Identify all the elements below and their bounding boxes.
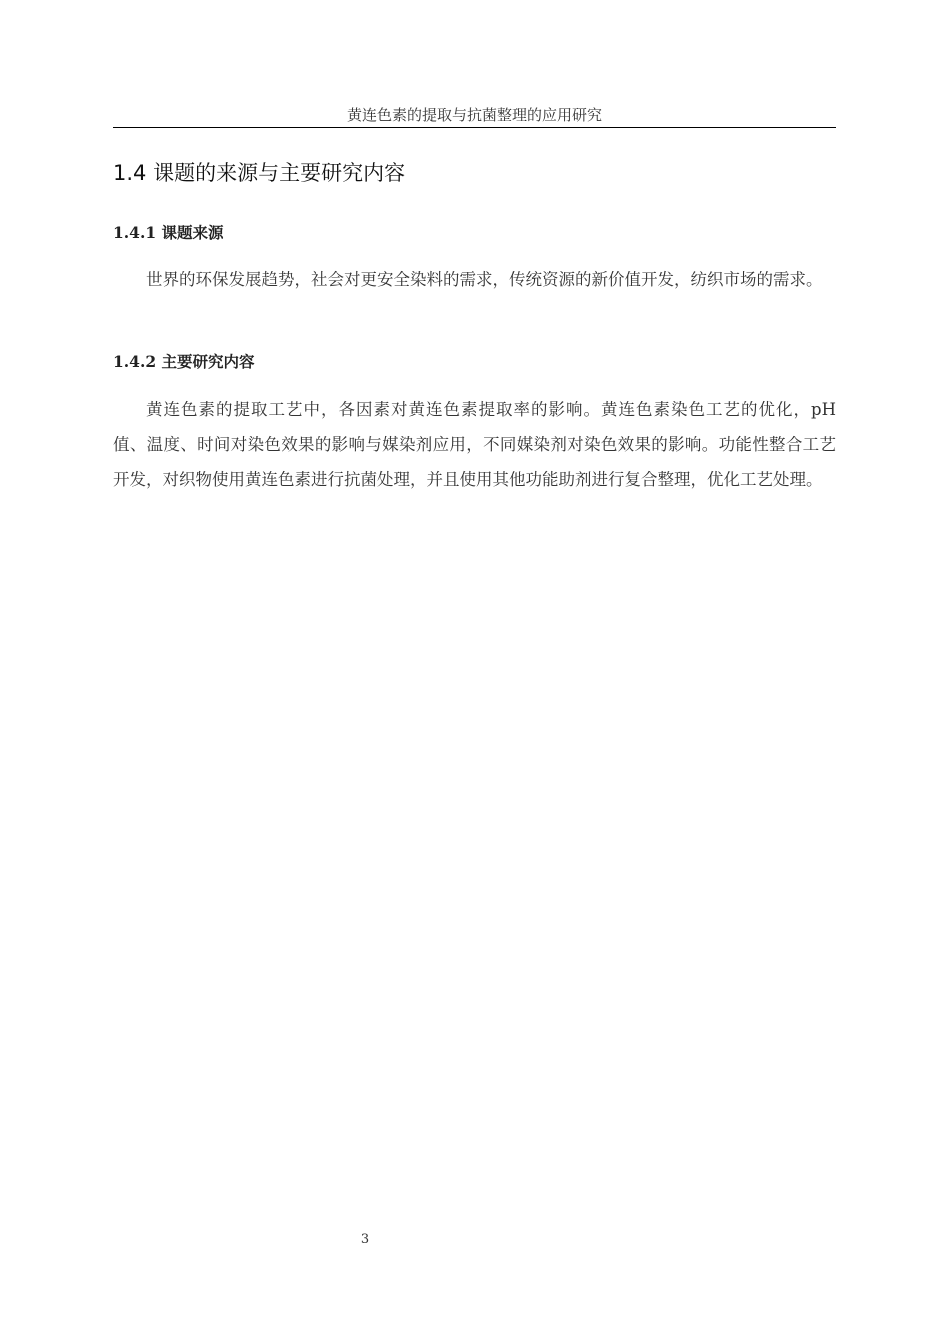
running-header: 黄连色素的提取与抗菌整理的应用研究 — [346, 106, 602, 124]
subsection-title-research-content: 1.4.2 主要研究内容 — [113, 352, 255, 371]
paragraph-source: 世界的环保发展趋势，社会对更安全染料的需求，传统资源的新价值开发，纺织市场的需求。 — [146, 270, 823, 289]
subsection-title-source: 1.4.1 课题来源 — [113, 223, 224, 242]
page-number: 3 — [360, 1232, 370, 1247]
header-rule — [113, 127, 836, 128]
paragraph-research-content: 黄连色素的提取工艺中，各因素对黄连色素提取率的影响。黄连色素染色工艺的优化，pH 值、温度、时间对染色效果的影响与媒染剂应用，不同媒染剂对染色效果的影响。功能性整合工艺开发，对织物使用黄连色素进行抗菌处理，并且使用其他功能助剂进行复合整理，优化工艺处理。 — [113, 400, 836, 489]
section-title: 1.4 课题的来源与主要研究内容 — [113, 161, 406, 185]
